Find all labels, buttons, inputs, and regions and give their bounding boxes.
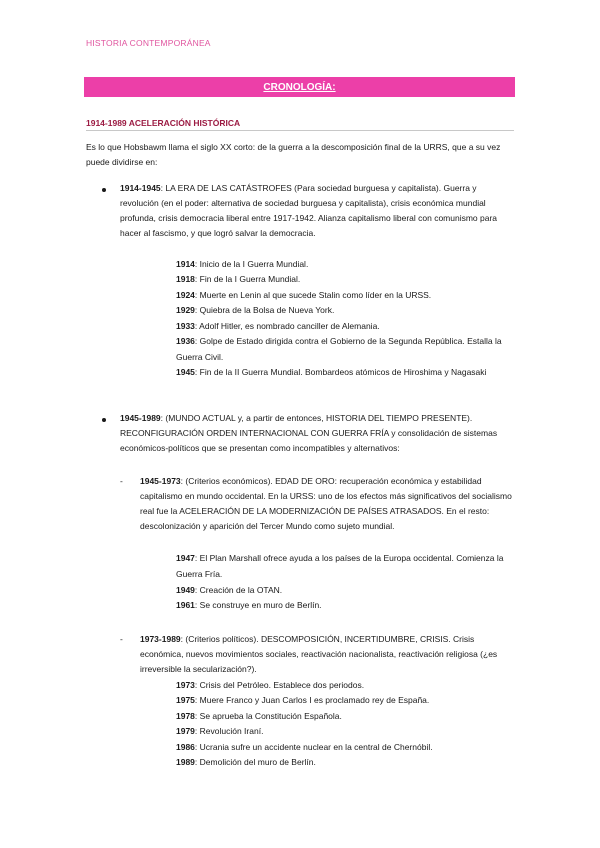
intro-paragraph: Es lo que Hobsbawm llama el siglo XX corto: de la guerra a la descomposición final de la URRS, que a su vez puede dividirse en: (86, 142, 501, 167)
event-item: 1986: Ucrania sufre un accidente nuclear en la central de Chernóbil. (176, 742, 433, 752)
dash-marker: - (120, 476, 123, 486)
event-item: 1945: Fin de la II Guerra Mundial. Bombardeos atómicos de Hiroshima y Nagasaki (176, 367, 487, 377)
subperiod-description: : (Criterios políticos). DESCOMPOSICIÓN, INCERTIDUMBRE, CRISIS. Crisis económica, nuevos movimientos sociales, reactivación nacionalista, reactivación religiosa (¿es irreversible la secularización?). (140, 634, 498, 674)
title-bar (84, 77, 515, 97)
period-years: 1945-1989 (120, 413, 161, 423)
event-item: 1936: Golpe de Estado dirigida contra el Gobierno de la Segunda República. Estalla la Guerra Civil. (176, 336, 502, 362)
event-item: 1973: Crisis del Petróleo. Establece dos periodos. (176, 680, 365, 690)
period-years: 1914-1945 (120, 183, 161, 193)
bullet-icon (102, 188, 106, 192)
event-item: 1979: Revolución Iraní. (176, 726, 264, 736)
subperiod-1945-1973 (140, 474, 514, 534)
event-item: 1924: Muerte en Lenin al que sucede Stalin como líder en la URSS. (176, 290, 432, 300)
period-description: : (MUNDO ACTUAL y, a partir de entonces, HISTORIA DEL TIEMPO PRESENTE). RECONFIGURACIÓN ORDEN INTERNACIONAL CON GUERRA FRÍA y consolidación de sistemas económicos-políticos que se presentan como incompatibles y alternativos: (120, 413, 498, 453)
bullet-icon (102, 418, 106, 422)
event-item: 1933: Adolf Hitler, es nombrado canciller de Alemania. (176, 321, 380, 331)
event-item: 1978: Se aprueba la Constitución Española. (176, 711, 342, 721)
event-item: 1989: Demolición del muro de Berlín. (176, 757, 316, 767)
event-item: 1914: Inicio de la I Guerra Mundial. (176, 259, 309, 269)
period-description: : LA ERA DE LAS CATÁSTROFES (Para sociedad burguesa y capitalista). Guerra y revolución (en el poder: alternativa de sociedad burguesa y capitalista), crisis económica mundial profunda, crisis democracia liberal entre 1917-1942. Alianza capitalismo liberal con comunismo para hacer al fascismo, y que logró salvar la democracia. (120, 183, 498, 238)
subperiod-1973-1989 (140, 632, 514, 677)
section-heading: 1914-1989 ACELERACIÓN HISTÓRICA (86, 118, 514, 131)
event-item: 1947: El Plan Marshall ofrece ayuda a los países de la Europa occidental. Comienza la Guerra Fría. (176, 553, 504, 579)
period-1945-1989 (120, 411, 514, 456)
subperiod-description: : (Criterios económicos). EDAD DE ORO: recuperación económica y estabilidad capitalismo en mundo occidental. En la URSS: uno de los efectos más significativos del socialismo real fue la ACELERACIÓN DE LA MODERNIZACIÓN DE PAÍSES ATRASADOS. En el resto: descolonización y aparición del Tercer Mundo como sujeto mundial. (140, 476, 512, 531)
running-header: HISTORIA CONTEMPORÁNEA (86, 38, 211, 48)
event-item: 1961: Se construye en muro de Berlín. (176, 600, 322, 610)
period-1914-1945 (120, 181, 514, 241)
event-item: 1949: Creación de la OTAN. (176, 585, 283, 595)
dash-marker: - (120, 634, 123, 644)
subperiod-years: 1973-1989 (140, 634, 181, 644)
event-item: 1929: Quiebra de la Bolsa de Nueva York. (176, 305, 335, 315)
event-item: 1975: Muere Franco y Juan Carlos I es proclamado rey de España. (176, 695, 430, 705)
page-title: CRONOLOGÍA: (263, 81, 336, 93)
subperiod-years: 1945-1973 (140, 476, 181, 486)
event-item: 1918: Fin de la I Guerra Mundial. (176, 274, 301, 284)
